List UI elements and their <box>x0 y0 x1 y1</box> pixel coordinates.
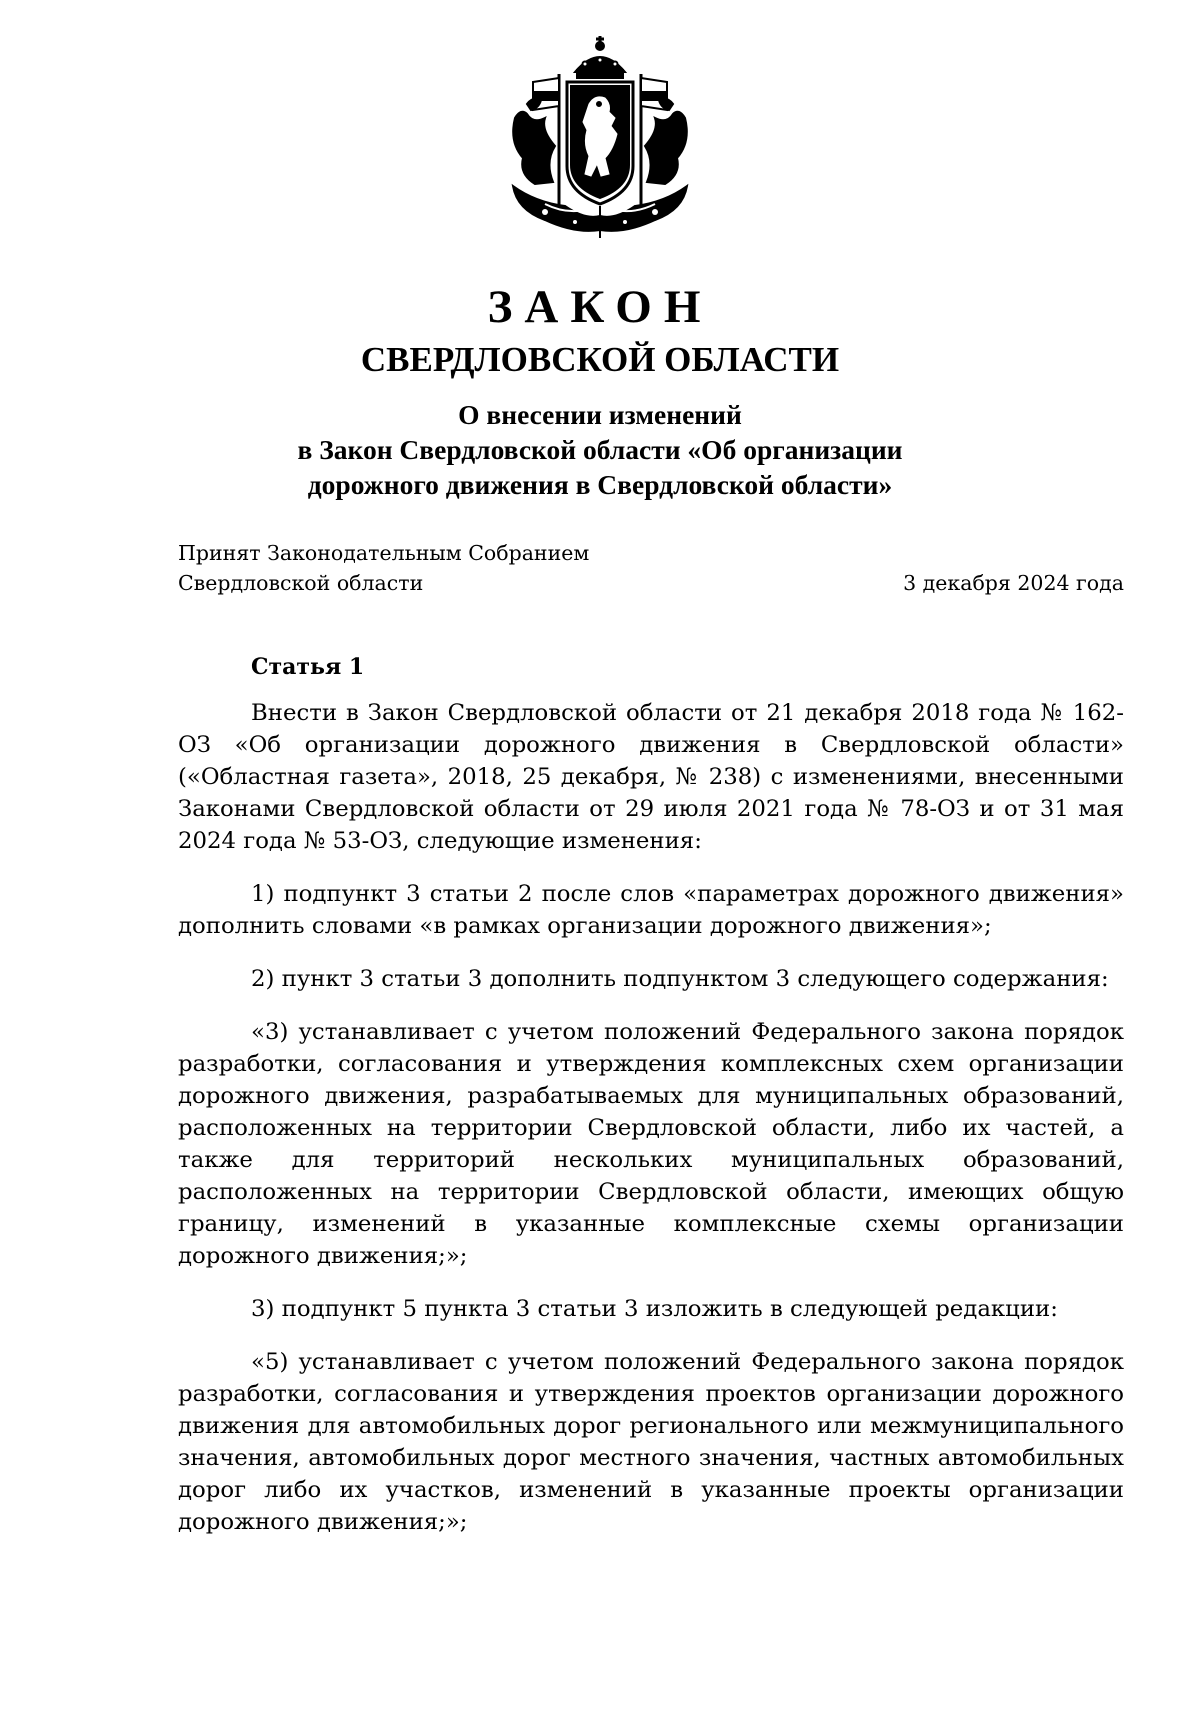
adoption-line: Принят Законодательным Собранием <box>178 541 590 565</box>
law-subtitle <box>0 397 1200 502</box>
coat-of-arms-emblem <box>505 34 695 242</box>
sverdlovsk-coat-of-arms-icon <box>505 34 695 242</box>
article-paragraph: 1) подпункт 3 статьи 2 после слов «параметрах дорожного движения» дополнить словами «в рамках организации дорожного движения»; <box>178 881 1124 939</box>
article-paragraph: 3) подпункт 5 пункта 3 статьи 3 изложить в следующей редакции: <box>251 1296 1058 1322</box>
article-body <box>178 697 1124 1559</box>
subtitle-line: в Закон Свердловской области «Об организации <box>297 434 903 465</box>
article-paragraph: «3) устанавливает с учетом положений Федерального закона порядок разработки, согласования и утверждения комплексных схем организации дорожного движения, разрабатываемых для муниципальных образований, расположенных на территории Свердловской области, либо их частей, а также для территорий нескольких муниципальных образований, расположенных на территории Свердловской области, имеющих общую границу, изменений в указанные комплексные схемы организации дорожного движения;»; <box>178 1019 1124 1269</box>
article-title: Статья 1 <box>251 654 365 680</box>
region-heading: СВЕРДЛОВСКОЙ ОБЛАСТИ <box>360 340 840 379</box>
article-paragraph: 2) пункт 3 статьи 3 дополнить подпунктом 3 следующего содержания: <box>251 966 1109 992</box>
article-paragraph: «5) устанавливает с учетом положений Федерального закона порядок разработки, согласования и утверждения проектов организации дорожного движения для автомобильных дорог регионального или межмуниципального значения, автомобильных дорог местного значения, частных автомобильных дорог либо их участков, изменений в указанные проекты организации дорожного движения;»; <box>178 1349 1124 1535</box>
adoption-authority <box>178 538 589 598</box>
law-heading: ЗАКОН <box>487 281 713 333</box>
adoption-line: Свердловской области <box>178 571 424 595</box>
subtitle-line: дорожного движения в Свердловской области» <box>307 469 893 500</box>
article-paragraph: Внести в Закон Свердловской области от 21 декабря 2018 года № 162-ОЗ «Об организации дорожного движения в Свердловской области» («Областная газета», 2018, 25 декабря, № 238) с изменениями, внесенными Законами Свердловской области от 29 июля 2021 года № 78-ОЗ и от 31 мая 2024 года № 53-ОЗ, следующие изменения: <box>178 700 1124 854</box>
adoption-date: 3 декабря 2024 года <box>903 571 1124 595</box>
subtitle-line: О внесении изменений <box>458 399 742 430</box>
